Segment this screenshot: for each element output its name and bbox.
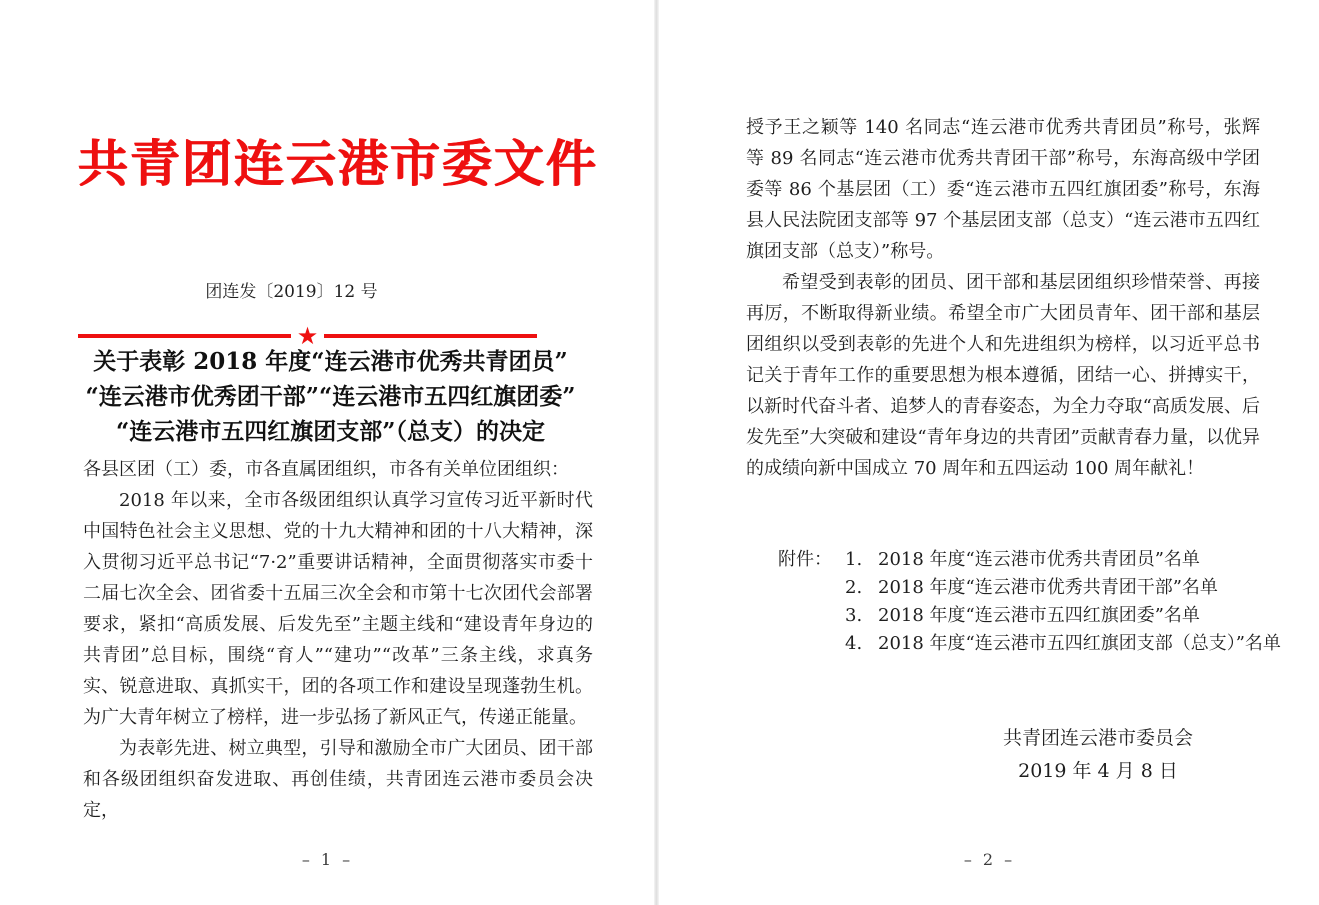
- attachment-item: [845, 630, 1279, 658]
- signature-block: [876, 722, 1319, 788]
- rule-right-segment: [324, 334, 537, 338]
- document-page-2: [660, 0, 1319, 905]
- attachments-label: 附件：: [778, 549, 832, 570]
- body-paragraph: 授予王之颖等 140 名同志“连云港市优秀共青团员”称号，张辉等 89 名同志“连云港市优秀共青团干部”称号，东海高级中学团委等 86 个基层团（工）委“连云港市五四红旗团委”称号，东海县人民法院团支部等 97 个基层团支部（总支）“连云港市五四红旗团支部（总支）”称号。: [746, 117, 1260, 262]
- rule-left-segment: [78, 334, 291, 338]
- attachment-item: [845, 602, 1279, 630]
- body-paragraph: 希望受到表彰的团员、团干部和基层团组织珍惜荣誉、再接再厉，不断取得新业绩。希望全市广大团员青年、团干部和基层团组织以受到表彰的先进个人和先进组织为榜样，以习近平总书记关于青年工作的重要思想为根本遵循，团结一心、拼搏实干，以新时代奋斗者、追梦人的青春姿态，为全力夺取“高质发展、后发先至”大突破和建设“青年身边的共青团”贡献青春力量，以优异的成绩向新中国成立 70 周年和五四运动 100 周年献礼！: [746, 272, 1260, 479]
- signature-date: 2019 年 4 月 8 日: [1018, 760, 1178, 782]
- title-line-3: “连云港市五四红旗团支部”（总支）的决定: [116, 418, 545, 445]
- attachment-number: 1.: [845, 549, 863, 570]
- attachment-text: 2018 年度“连云港市优秀共青团员”名单: [878, 549, 1200, 570]
- attachments-rows: [845, 546, 1279, 658]
- page-1-body: [83, 454, 593, 826]
- attachment-item: [845, 574, 1279, 602]
- document-number: 团连发〔2019〕12 号: [205, 282, 378, 302]
- page-number-1: – 1 –: [301, 850, 354, 869]
- page-number-2: – 2 –: [963, 850, 1016, 869]
- page-divider: [654, 0, 659, 905]
- page-2-body: [746, 112, 1260, 484]
- attachments-list: [778, 546, 1279, 658]
- attachment-text: 2018 年度“连云港市优秀共青团干部”名单: [878, 577, 1218, 598]
- attachment-text: 2018 年度“连云港市五四红旗团支部（总支）”名单: [878, 633, 1281, 654]
- document-title: [34, 344, 627, 449]
- document-page-1: [0, 0, 655, 905]
- title-line-2: “连云港市优秀团干部”“连云港市五四红旗团委”: [85, 383, 576, 410]
- star-icon: ★: [296, 322, 319, 350]
- title-line-1: 关于表彰 2018 年度“连云港市优秀共青团员”: [93, 348, 568, 375]
- attachment-text: 2018 年度“连云港市五四红旗团委”名单: [878, 605, 1200, 626]
- attachment-item: [845, 546, 1279, 574]
- signature-organization: 共青团连云港市委员会: [1002, 727, 1193, 749]
- attachment-number: 2.: [845, 577, 863, 598]
- body-paragraph: 为表彰先进、树立典型，引导和激励全市广大团员、团干部和各级团组织奋发进取、再创佳绩，共青团连云港市委员会决定，: [83, 738, 593, 821]
- body-paragraph: 2018 年以来，全市各级团组织认真学习宣传习近平新时代中国特色社会主义思想、党的十九大精神和团的十八大精神，深入贯彻习近平总书记“7·2”重要讲话精神，全面贯彻落实市委十二届七次全会、团省委十五届三次全会和市第十七次团代会部署要求，紧扣“高质发展、后发先至”主题主线和“建设青年身边的共青团”总目标，围绕“育人”“建功”“改革”三条主线，求真务实、锐意进取、真抓实干，团的各项工作和建设呈现蓬勃生机。为广大青年树立了榜样，进一步弘扬了新风正气，传递正能量。: [83, 490, 593, 728]
- attachment-number: 3.: [845, 605, 863, 626]
- salutation: 各县区团（工）委，市各直属团组织，市各有关单位团组织：: [83, 459, 569, 480]
- attachment-number: 4.: [845, 633, 863, 654]
- masthead-title: 共青团连云港市委文件: [77, 134, 598, 193]
